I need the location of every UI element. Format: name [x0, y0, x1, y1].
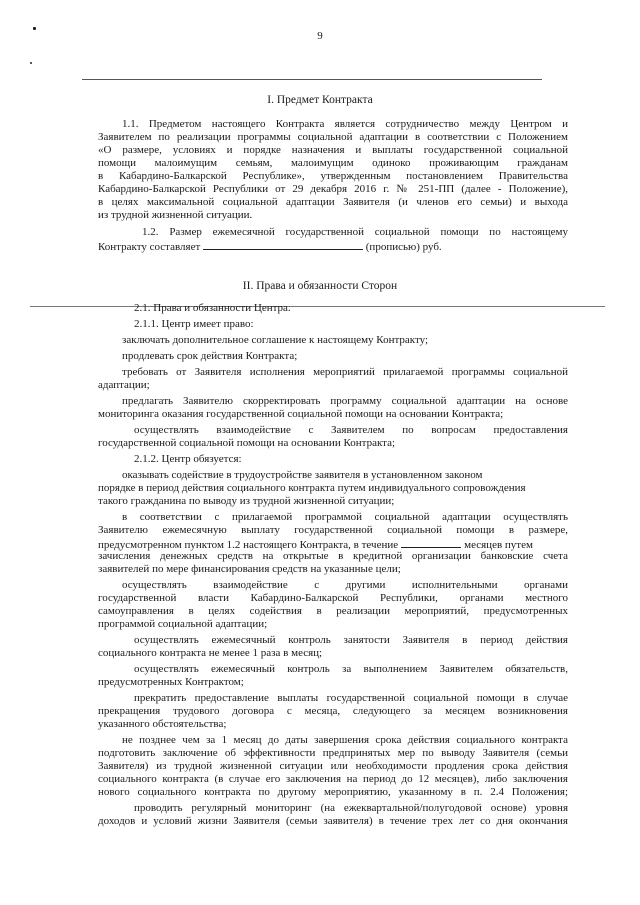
contract-amount-line	[98, 239, 442, 254]
paragraph-line: Заявителя) из трудной жизненной ситуации или необходимости продления срока действия	[98, 760, 568, 772]
paragraph-line: из трудной жизненной ситуации.	[98, 209, 253, 221]
paragraph-line: адаптации;	[98, 379, 150, 391]
paragraph-line: такого гражданина по выводу из трудной жизненной ситуации;	[98, 495, 395, 507]
section-2-title: II. Права и обязанности Сторон	[242, 280, 398, 292]
paragraph-line: оказывать содействие в трудоустройстве заявителя в установленном законом	[122, 469, 483, 481]
paragraph-line: в соответствии с прилагаемой программой социальной адаптации осуществлять	[122, 511, 568, 523]
paragraph-line: 1.2. Размер ежемесячной государственной социальной помощи по настоящему	[142, 226, 568, 238]
paragraph-line: продлевать срок действия Контракта;	[122, 350, 298, 362]
paragraph-line: государственной власти Кабардино-Балкарской Республики, органами местного	[98, 592, 568, 604]
amount-blank-field[interactable]	[203, 239, 363, 250]
paragraph-line: «О размере, условиях и порядке назначения и выплаты государственной социальной	[98, 144, 568, 156]
scan-rule	[30, 306, 605, 307]
paragraph-line: Заявителю ежемесячную выплату государственной социальной помощи в размере,	[98, 524, 568, 536]
paragraph-line: предусмотренных Контрактом;	[98, 676, 244, 688]
paragraph-line: требовать от Заявителя исполнения мероприятий прилагаемой программы социальной	[122, 366, 568, 378]
term-suffix: месяцев путем	[464, 539, 533, 551]
paragraph-line: государственной социальной помощи на основании Контракта;	[98, 437, 396, 449]
amount-suffix: (прописью) руб.	[365, 241, 442, 253]
paragraph-line: не позднее чем за 1 месяц до даты завершения срока действия социального контракта	[122, 734, 568, 746]
page-number: 9	[317, 30, 323, 42]
amount-prefix: Контракту составляет	[98, 241, 201, 253]
term-months-blank-field[interactable]	[401, 537, 461, 548]
paragraph-line: нового социального контракта по другому мероприятию, указанному в п. 2.4 Положения;	[98, 786, 568, 798]
paragraph-line: социального контракта не менее 1 раза в месяц;	[98, 647, 323, 659]
paragraph-line: мониторинга оказания государственной социальной помощи на основании Контракта;	[98, 408, 504, 420]
paragraph-line: Заявителем по реализации программы социальной адаптации в соответствии с Положением	[98, 131, 568, 143]
paragraph-line: программой социальной адаптации;	[98, 618, 268, 630]
subsection-heading: 2.1.2. Центр обязуется:	[134, 453, 242, 465]
paragraph-line: осуществлять взаимодействие с другими исполнительными органами	[122, 579, 568, 591]
paragraph-line: осуществлять ежемесячный контроль за выполнением Заявителем обязательств,	[134, 663, 568, 675]
subsection-heading: 2.1. Права и обязанности Центра.	[134, 302, 291, 314]
paragraph-line: проводить регулярный мониторинг (на ежеквартальной/полугодовой основе) уровня	[134, 802, 568, 814]
paragraph-line: заявителей по мере финансирования средств на указанные цели;	[98, 563, 401, 575]
paragraph-line: предлагать Заявителю скорректировать программу социальной адаптации на основе	[122, 395, 568, 407]
paragraph-line: указанного обстоятельства;	[98, 718, 227, 730]
section-1-title: I. Предмет Контракта	[267, 94, 373, 106]
paragraph-line: помощи малоимущим семьям, малоимущим одиноко проживающим гражданам	[98, 157, 568, 169]
top-rule	[82, 79, 542, 80]
paragraph-line: самоуправления в целях содействия в реализации мероприятий, предусмотренных	[98, 605, 568, 617]
subsection-heading: 2.1.1. Центр имеет право:	[134, 318, 254, 330]
scan-speck	[30, 62, 32, 64]
paragraph-line: доходов и условий жизни Заявителя (семьи заявителя) в течение трех лет со дня окончания	[98, 815, 568, 827]
paragraph-line: 1.1. Предметом настоящего Контракта является сотрудничество между Центром и	[122, 118, 568, 130]
paragraph-line: подготовить заключение об эффективности предпринятых мер по выводу Заявителя (семьи	[98, 747, 568, 759]
paragraph-line: порядке в период действия социального контракта путем индивидуального сопровождения	[98, 482, 526, 494]
paragraph-line: прекращения трудового договора с месяца, следующего за месяцем возникновения	[98, 705, 568, 717]
paragraph-line: зачисления денежных средств на открытые в кредитной организации банковские счета	[98, 550, 568, 562]
paragraph-line: заключать дополнительное соглашение к настоящему Контракту;	[122, 334, 429, 346]
paragraph-line: Кабардино-Балкарской Республики от 29 декабря 2016 г. № 251-ПП (далее - Положение),	[98, 183, 568, 195]
paragraph-line: прекратить предоставление выплаты государственной социальной помощи в случае	[134, 692, 568, 704]
term-prefix: предусмотренном пунктом 1.2 настоящего Контракта, в течение	[98, 539, 399, 551]
paragraph-line: в Кабардино-Балкарской Республике», утвержденным постановлением Правительства	[98, 170, 568, 182]
paragraph-line: социального контракта (в случае его заключения на период до 12 месяцев), либо заключения	[98, 773, 568, 785]
paragraph-line: осуществлять взаимодействие с Заявителем по вопросам предоставления	[134, 424, 568, 436]
paragraph-line: в целях максимальной социальной адаптации Заявителя (и членов его семьи) и выхода	[98, 196, 568, 208]
paragraph-line: осуществлять ежемесячный контроль занятости Заявителя в период действия	[134, 634, 568, 646]
